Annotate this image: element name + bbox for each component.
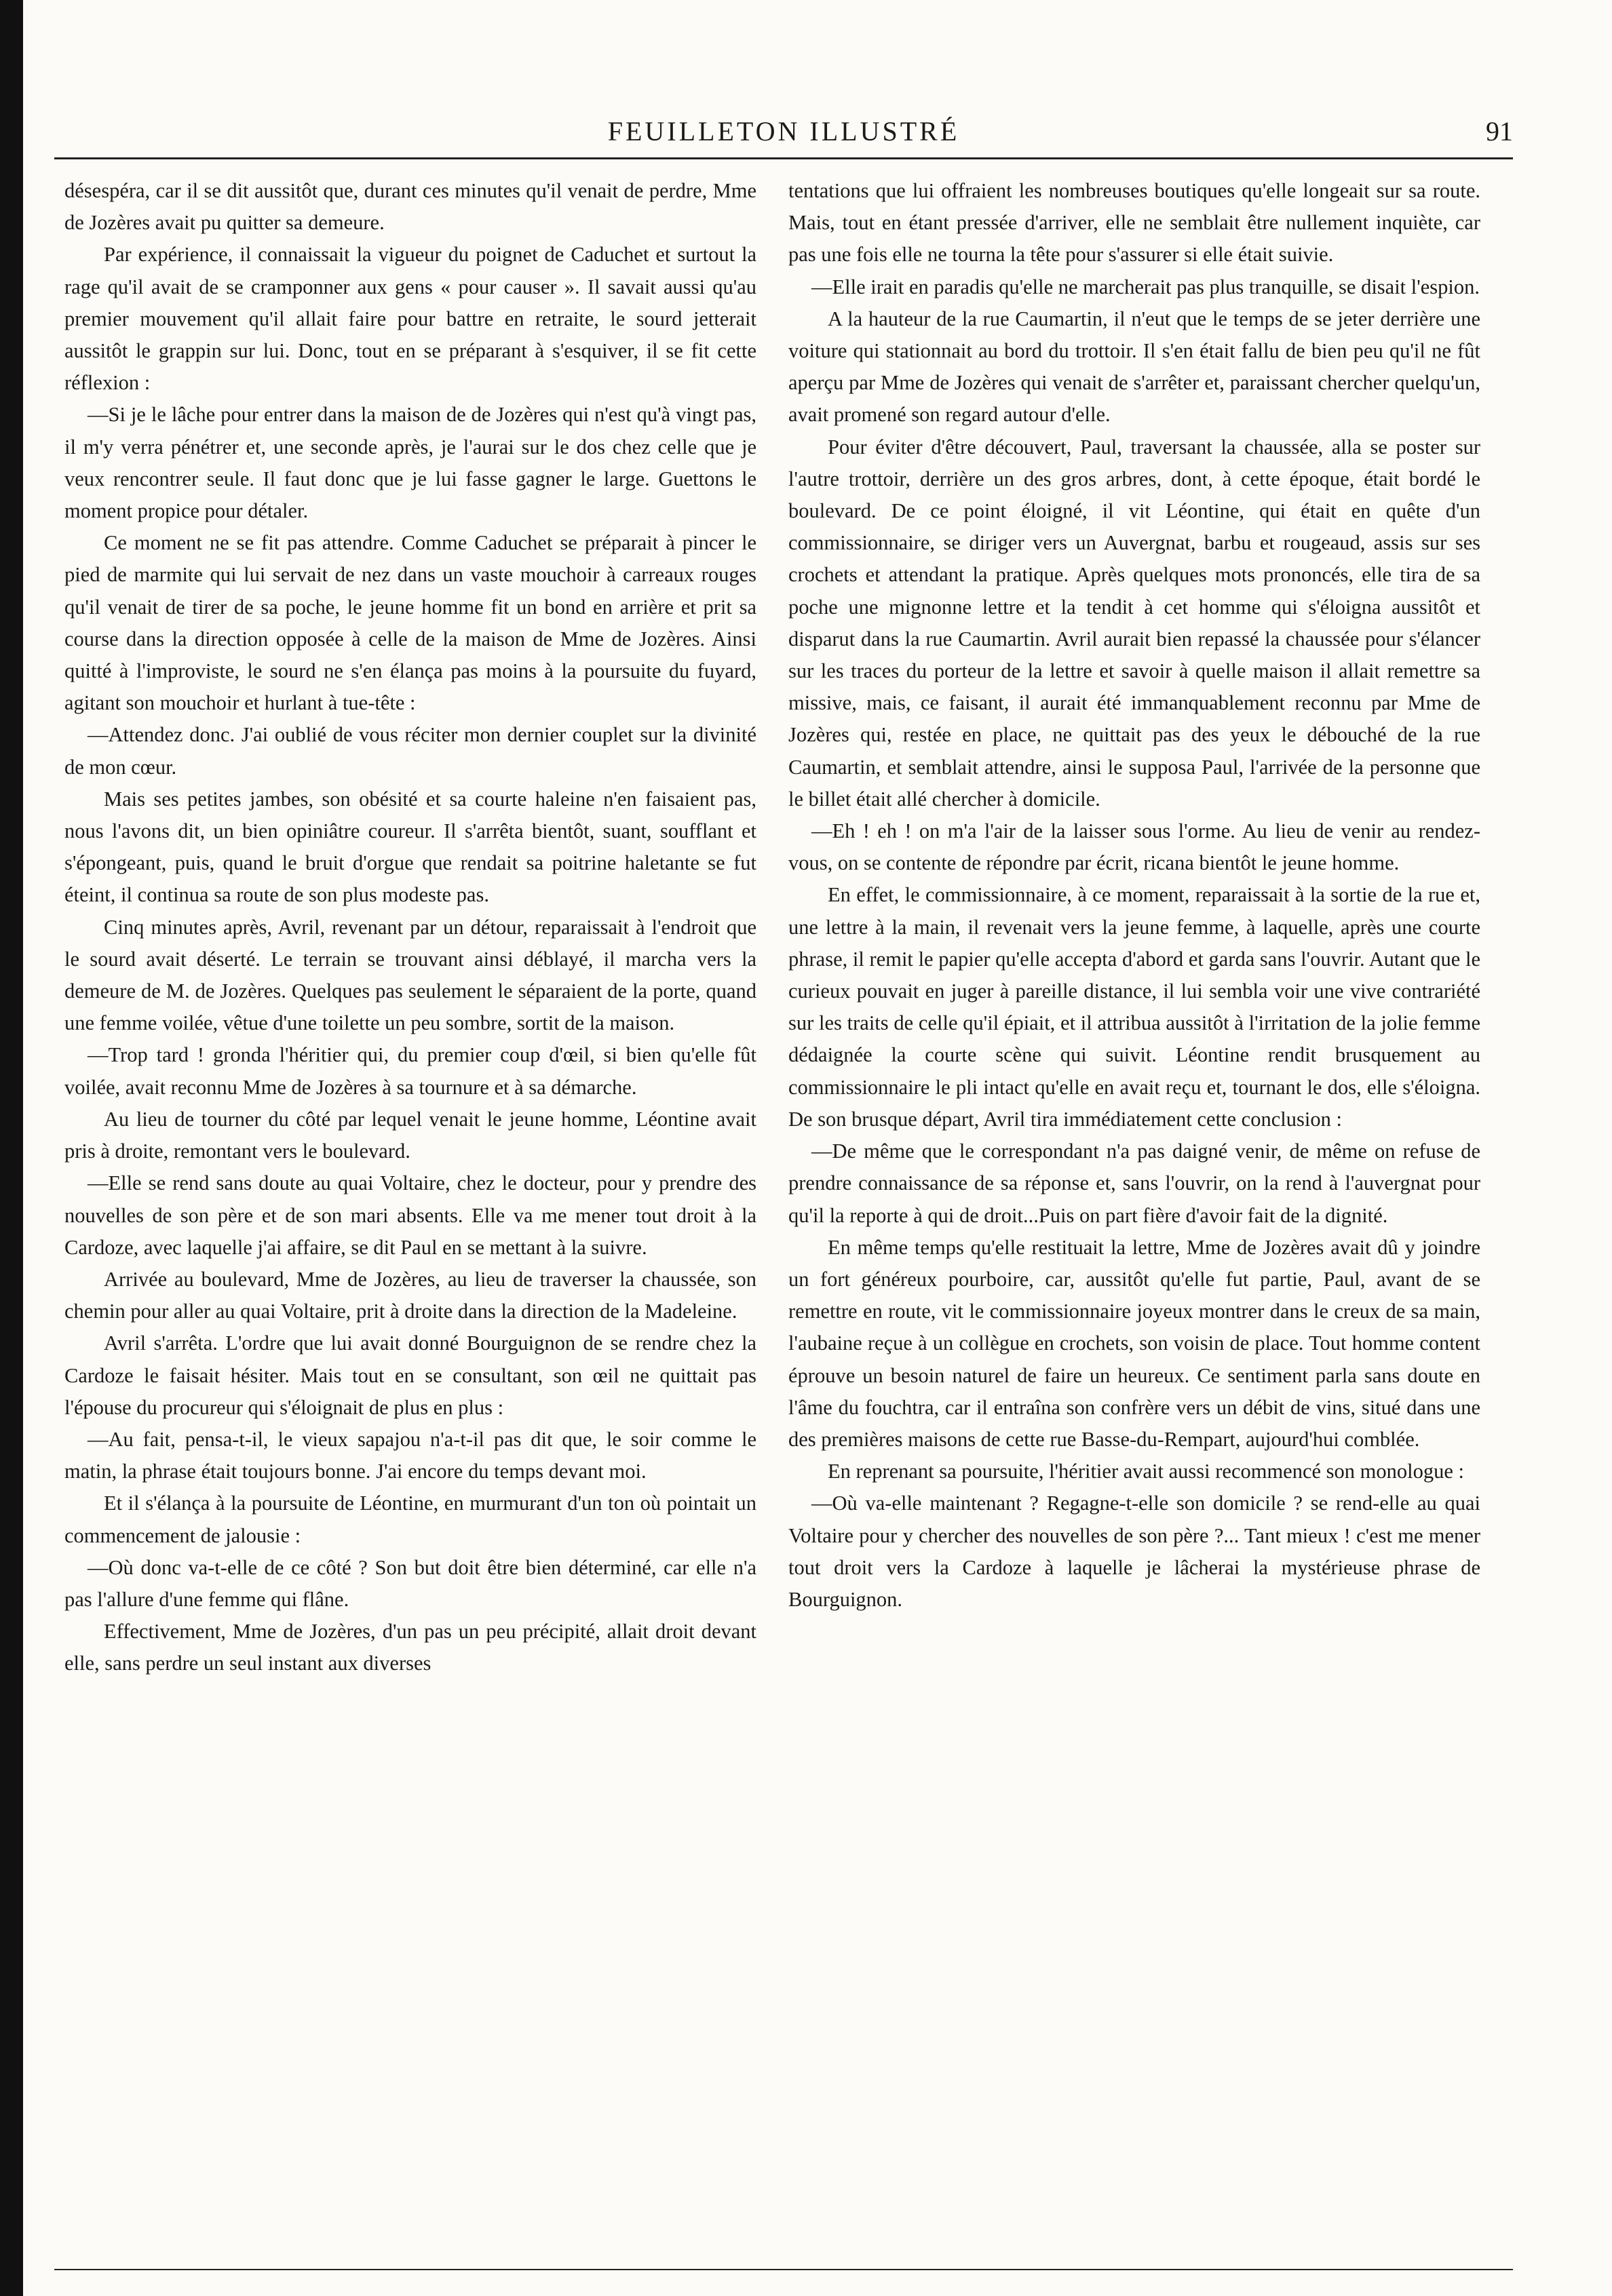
footer-rule — [54, 2269, 1513, 2270]
scan-binding-edge — [0, 0, 23, 2296]
paragraph: Pour éviter d'être découvert, Paul, traversant la chaussée, alla se poster sur l'autre trottoir, derrière un des gros arbres, dont, à cette époque, était bordé le boulevard. De ce point éloigné, il vit Léontine, qui était en quête d'un commissionnaire, se diriger vers un Auvergnat, barbu et rougeaud, assis sur ses crochets et attendant la pratique. Après quelques mots prononcés, elle tira de sa poche une mignonne lettre et la tendit à cet homme qui s'éloigna aussitôt et disparut dans la rue Caumartin. Avril aurait bien repassé la chaussée pour s'élancer sur les traces du porteur de la lettre et savoir à quelle maison il allait remettre sa missive, mais, ce faisant, il aurait été immanquablement reconnu par Mme de Jozères qui, restée en place, ne quittait pas des yeux le débouché de la rue Caumartin, et semblait attendre, ainsi le supposa Paul, l'arrivée de la personne que le billet était allé chercher à domicile. — [788, 435, 1480, 811]
dialogue-paragraph: —Eh ! eh ! on m'a l'air de la laisser sous l'orme. Au lieu de venir au rendez-vous, on se contente de répondre par écrit, ricana bientôt le jeune homme. — [788, 819, 1480, 875]
paragraph: A la hauteur de la rue Caumartin, il n'eut que le temps de se jeter derrière une voiture qui stationnait au bord du trottoir. Il s'en était fallu de bien peu qu'il ne fût aperçu par Mme de Jozères qui venait de s'arrêter et, paraissant chercher quelqu'un, avait promené son regard autour d'elle. — [788, 307, 1480, 427]
paragraph: En effet, le commissionnaire, à ce moment, reparaissait à la sortie de la rue et, une lettre à la main, il revenait vers la jeune femme, à laquelle, après une courte phrase, il remit le papier qu'elle accepta d'abord et garda sans l'ouvrir. Autant que le curieux pouvait en juger à pareille distance, il lui sembla voir une vive contrariété sur les traits de celle qu'il épiait, et il attribua aussitôt à l'irritation de la jolie femme dédaignée la courte scène qui suivit. Léontine rendit brusquement au commissionnaire le pli intact qu'elle en avait reçu et, tournant le dos, elle s'éloigna. De son brusque départ, Avril tira immédiatement cette conclusion : — [788, 883, 1480, 1131]
dialogue-paragraph: —Elle se rend sans doute au quai Voltaire, chez le docteur, pour y prendre des nouvelles de son père et de son mari absents. Elle va me mener tout droit à la Cardoze, avec laquelle j'ai affaire, se dit Paul en se mettant à la suivre. — [64, 1171, 756, 1259]
paragraph: Cinq minutes après, Avril, revenant par un détour, reparaissait à l'endroit que le sourd avait déserté. Le terrain se trouvant ainsi déblayé, il marcha vers la demeure de M. de Jozères. Quelques pas seulement le séparaient de la porte, quand une femme voilée, vêtue d'une toilette un peu sombre, sortit de la maison. — [64, 915, 756, 1035]
paragraph: En même temps qu'elle restituait la lettre, Mme de Jozères avait dû y joindre un fort généreux pourboire, car, aussitôt qu'elle fut partie, Paul, avant de se remettre en route, vit le commissionnaire joyeux montrer dans le creux de sa main, l'aubaine reçue à un collègue en crochets, son voisin de place. Tout homme content éprouve un besoin naturel de faire un heureux. Ce sentiment parla sans doute en l'âme du fouchtra, car il entraîna son confrère vers un débit de vins, situé dans une des premières maisons de cette rue Basse-du-Rempart, aujourd'hui comblée. — [788, 1235, 1480, 1451]
paragraph: En reprenant sa poursuite, l'héritier avait aussi recommencé son monologue : — [828, 1460, 1464, 1483]
dialogue-paragraph: —Si je le lâche pour entrer dans la maison de de Jozères qui n'est qu'à vingt pas, il m'y verra pénétrer et, une seconde après, je l'aurai sur le dos chez celle que je veux rencontrer seule. Il faut donc que je lui fasse gagner le large. Guettons le moment propice pour détaler. — [64, 403, 756, 523]
page-header — [54, 115, 1513, 156]
dialogue-paragraph: —Où donc va-t-elle de ce côté ? Son but doit être bien déterminé, car elle n'a pas l'allure d'une femme qui flâne. — [64, 1555, 756, 1611]
paragraph: désespéra, car il se dit aussitôt que, durant ces minutes qu'il venait de perdre, Mme de Jozères avait pu quitter sa demeure. — [64, 179, 756, 235]
paragraph: Et il s'élança à la poursuite de Léontine, en murmurant d'un ton où pointait un commencement de jalousie : — [64, 1492, 756, 1547]
paragraph: Par expérience, il connaissait la vigueur du poignet de Caduchet et surtout la rage qu'il avait de se cramponner aux gens « pour causer ». Il savait aussi qu'au premier mouvement qu'il allait faire pour battre en retraite, le sourd jetterait aussitôt le grappin sur lui. Donc, tout en se préparant à s'esquiver, il se fit cette réflexion : — [64, 243, 756, 395]
dialogue-paragraph: —Trop tard ! gronda l'héritier qui, du premier coup d'œil, si bien qu'elle fût voilée, avait reconnu Mme de Jozères à sa tournure et à sa démarche. — [64, 1043, 756, 1099]
paragraph: Au lieu de tourner du côté par lequel venait le jeune homme, Léontine avait pris à droite, remontant vers le boulevard. — [64, 1107, 756, 1163]
paragraph: tentations que lui offraient les nombreuses boutiques qu'elle longeait sur sa route. Mais, tout en étant pressée d'arriver, elle ne semblait être nullement inquiète, car pas une fois elle ne tourna la tête pour s'assurer si elle était suivie. — [788, 179, 1480, 267]
dialogue-paragraph: —Où va-elle maintenant ? Regagne-t-elle son domicile ? se rend-elle au quai Voltaire pour y chercher des nouvelles de son père ?... Tant mieux ! c'est me mener tout droit vers la Cardoze à laquelle je lâcherai la mystérieuse phrase de Bourguignon. — [788, 1492, 1480, 1611]
page-number: 91 — [1486, 116, 1513, 147]
paragraph: Mais ses petites jambes, son obésité et sa courte haleine n'en faisaient pas, nous l'avons dit, un bien opiniâtre coureur. Il s'arrêta bientôt, suant, soufflant et s'épongeant, puis, quand le bruit d'orgue que rendait sa poitrine haletante se fut éteint, il continua sa route de son plus modeste pas. — [64, 787, 756, 907]
header-rule — [54, 157, 1513, 159]
paragraph: Ce moment ne se fit pas attendre. Comme Caduchet se préparait à pincer le pied de marmite qui lui servait de nez dans un vaste mouchoir à carreaux rouges qu'il venait de tirer de sa poche, le jeune homme fit un bond en arrière et prit sa course dans la direction opposée à celle de la maison de Mme de Jozères. Ainsi quitté à l'improviste, le sourd ne s'en élança pas moins à la poursuite du fuyard, agitant son mouchoir et hurlant à tue-tête : — [64, 531, 756, 715]
dialogue-paragraph: —De même que le correspondant n'a pas daigné venir, de même on refuse de prendre connaissance de sa réponse et, sans l'ouvrir, on la rend à l'auvergnat pour qu'il la reporte à qui de droit...Puis on part fière d'avoir fait de la dignité. — [788, 1140, 1480, 1227]
dialogue-paragraph: —Au fait, pensa-t-il, le vieux sapajou n'a-t-il pas dit que, le soir comme le matin, la phrase était toujours bonne. J'ai encore du temps devant moi. — [64, 1427, 756, 1483]
paragraph: Arrivée au boulevard, Mme de Jozères, au lieu de traverser la chaussée, son chemin pour aller au quai Voltaire, prit à droite dans la direction de la Madeleine. — [64, 1267, 756, 1323]
dialogue-paragraph: —Attendez donc. J'ai oublié de vous réciter mon dernier couplet sur la divinité de mon cœur. — [64, 723, 756, 779]
running-title: FEUILLETON ILLUSTRÉ — [607, 116, 960, 147]
left-column — [64, 175, 756, 1680]
paragraph: Avril s'arrêta. L'ordre que lui avait donné Bourguignon de se rendre chez la Cardoze le faisait hésiter. Mais tout en se consultant, son œil ne quittait pas l'épouse du procureur qui s'éloignait de plus en plus : — [64, 1331, 756, 1419]
paragraph: Effectivement, Mme de Jozères, d'un pas un peu précipité, allait droit devant elle, sans perdre un seul instant aux diverses — [64, 1620, 756, 1675]
right-column — [788, 175, 1480, 1616]
dialogue-paragraph: —Elle irait en paradis qu'elle ne marcherait pas plus tranquille, se disait l'espion. — [811, 275, 1480, 298]
